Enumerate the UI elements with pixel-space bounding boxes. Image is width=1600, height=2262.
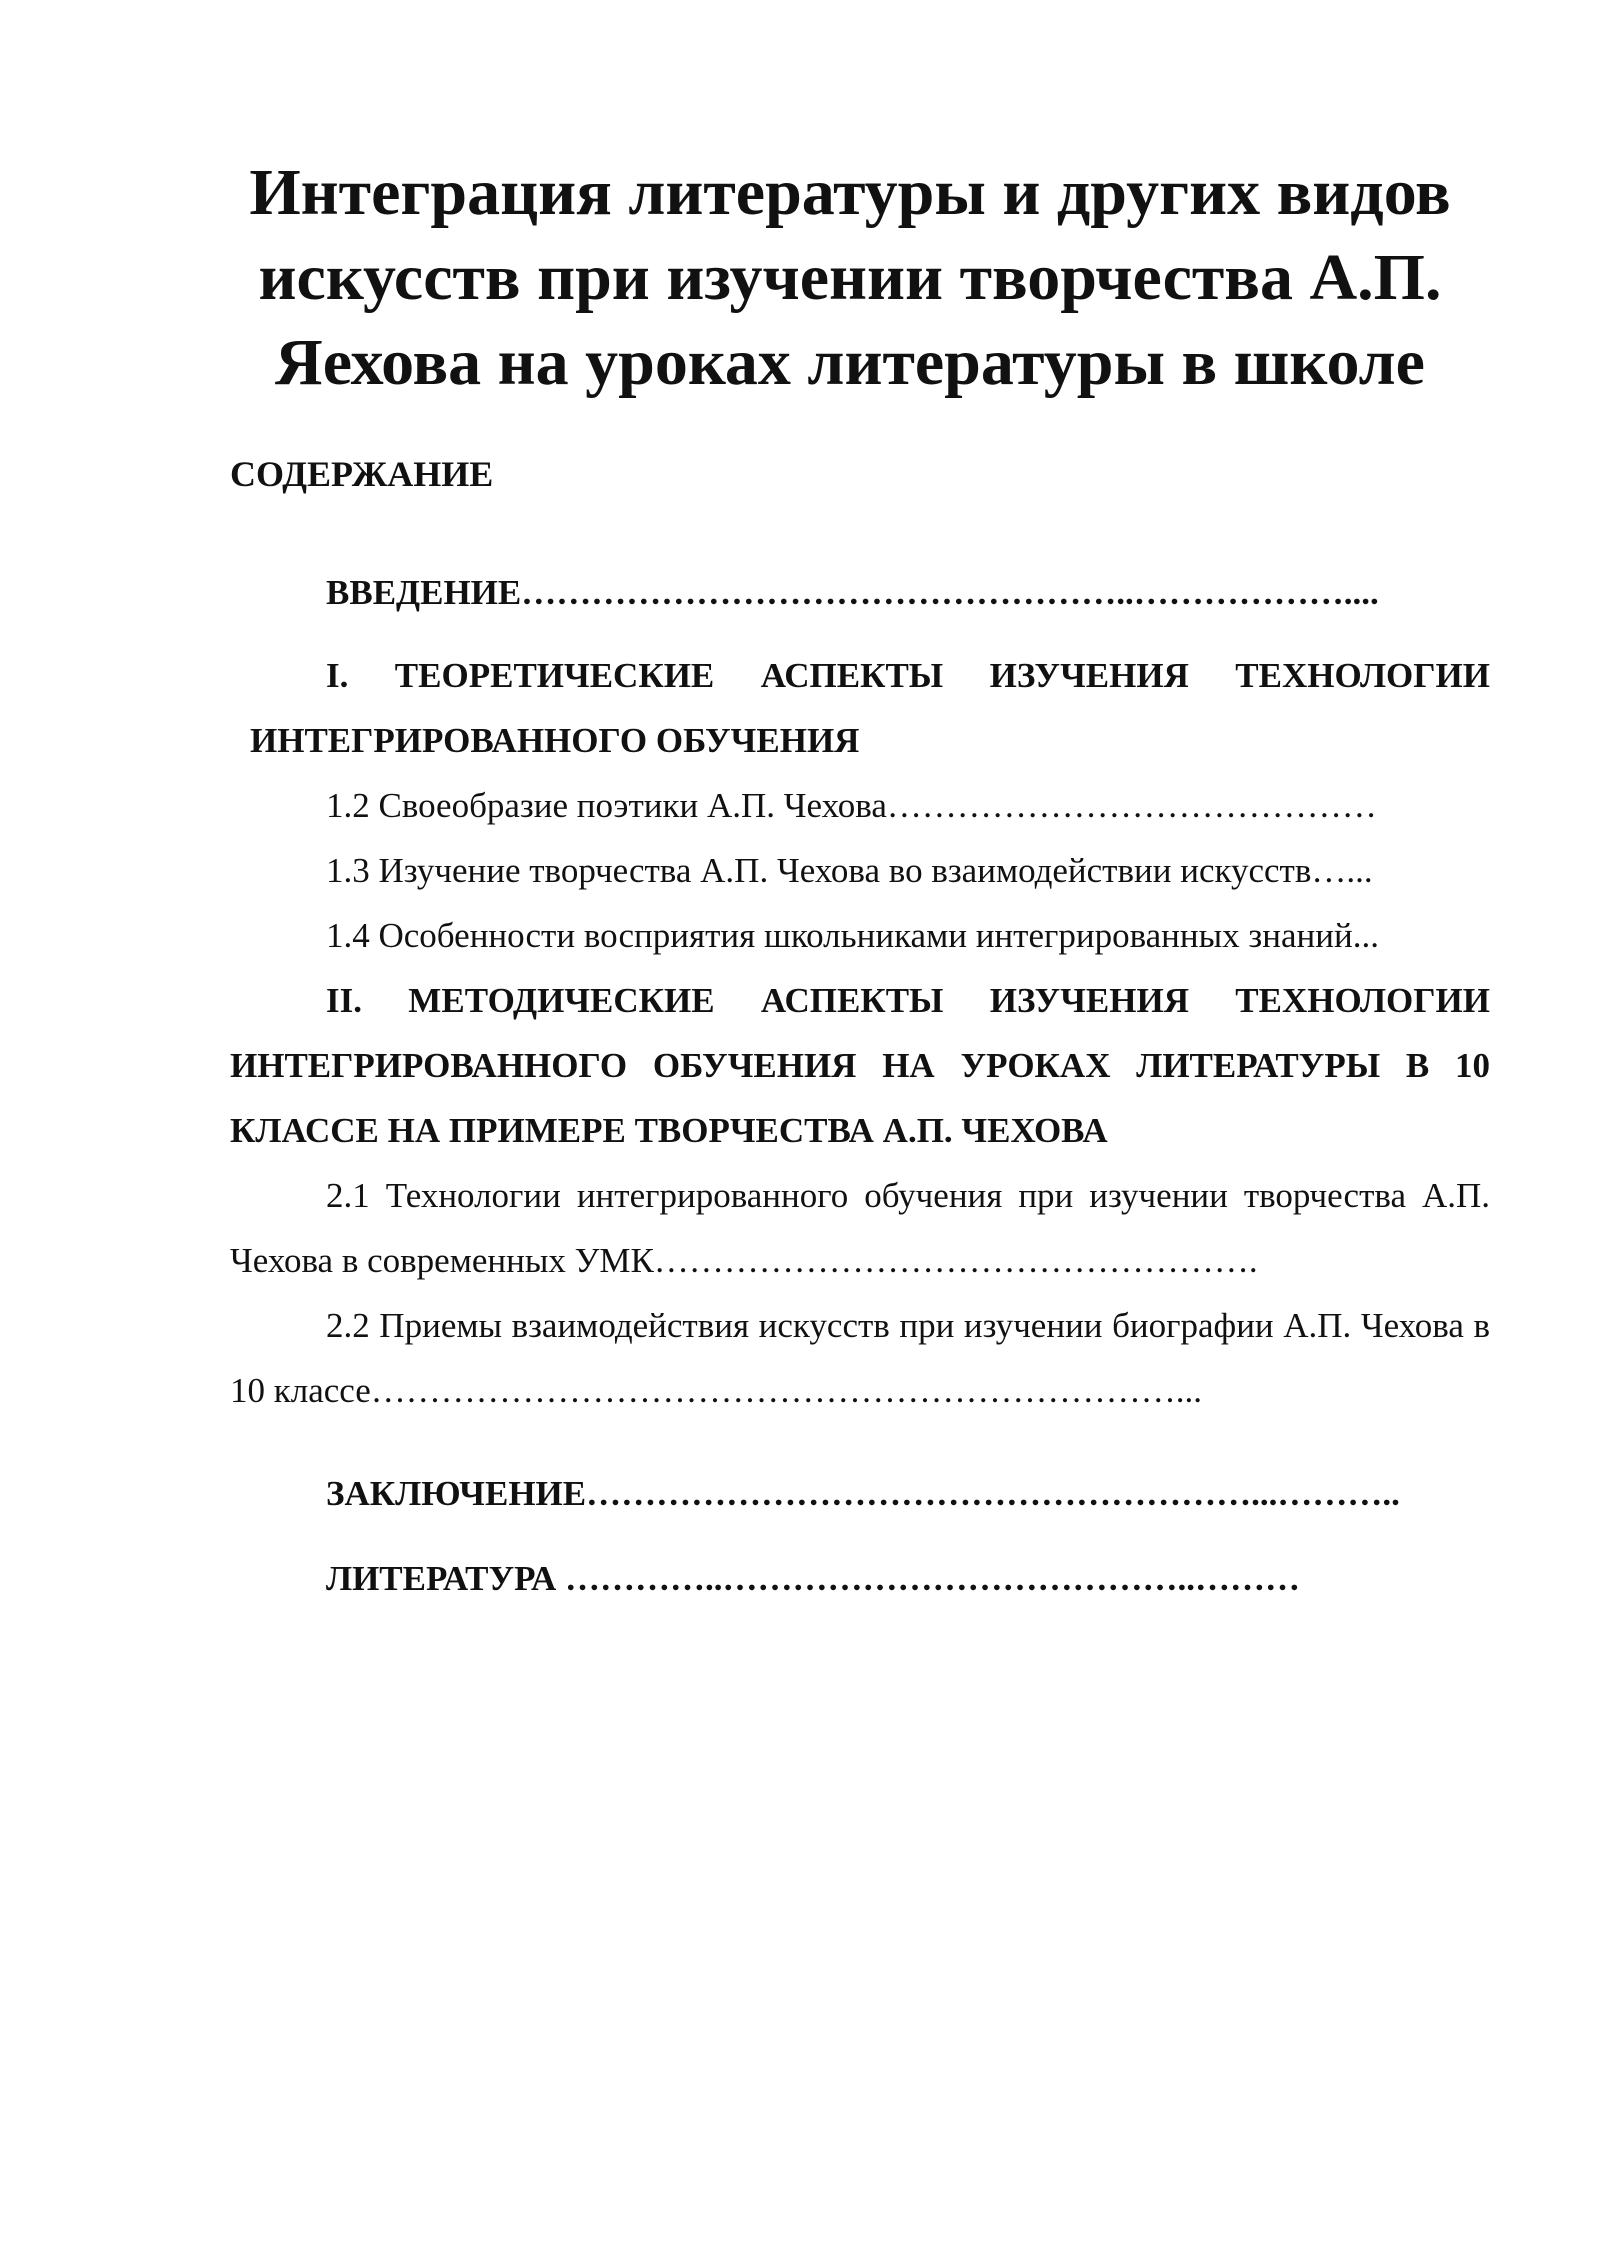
title-line-2: искусств при изучении творчества А.П. [258, 241, 1442, 314]
title-line-1: Интеграция литературы и других видов [249, 156, 1451, 229]
toc-references: ЛИТЕРАТУРА …………..…………………………………..……… [326, 1559, 1301, 1598]
contents-heading: СОДЕРЖАНИЕ [230, 454, 494, 494]
toc-item-1-3: 1.3 Изучение творчества А.П. Чехова во взаимодействии искусств…... [326, 851, 1373, 890]
toc-conclusion: ЗАКЛЮЧЕНИЕ…………………………………………………...……….. [326, 1474, 1400, 1513]
toc-item-2-1: 2.1 Технологии интегрированного обучения при изучении творчества А.П. Чехова в современных УМК……………………………………………. [230, 1176, 1490, 1280]
table-of-contents [230, 560, 1490, 1611]
toc-item-1-2: 1.2 Своеобразие поэтики А.П. Чехова…………………………………… [326, 786, 1377, 825]
toc-item-2-2: 2.2 Приемы взаимодействия искусств при изучении биографии А.П. Чехова в 10 классе……………………………………………………………... [230, 1306, 1490, 1410]
toc-section-2: II. МЕТОДИЧЕСКИЕ АСПЕКТЫ ИЗУЧЕНИЯ ТЕХНОЛОГИИ ИНТЕГРИРОВАННОГО ОБУЧЕНИЯ НА УРОКАХ ЛИТЕРАТУРЫ В 10 КЛАССЕ НА ПРИМЕРЕ ТВОРЧЕСТВА А.П. ЧЕХОВА [230, 981, 1490, 1150]
toc-section-1-line-1: I. ТЕОРЕТИЧЕСКИЕ АСПЕКТЫ ИЗУЧЕНИЯ ТЕХНОЛОГИИ [326, 656, 1490, 695]
toc-introduction: ВВЕДЕНИЕ……………………………………………..……………….... [326, 573, 1379, 612]
title-line-3: Яехова на уроках литературы в школе [275, 326, 1425, 399]
toc-section-1-line-2: ИНТЕГРИРОВАННОГО ОБУЧЕНИЯ [250, 721, 860, 760]
document-title [200, 150, 1500, 405]
toc-item-1-4: 1.4 Особенности восприятия школьниками интегрированных знаний... [326, 916, 1379, 955]
